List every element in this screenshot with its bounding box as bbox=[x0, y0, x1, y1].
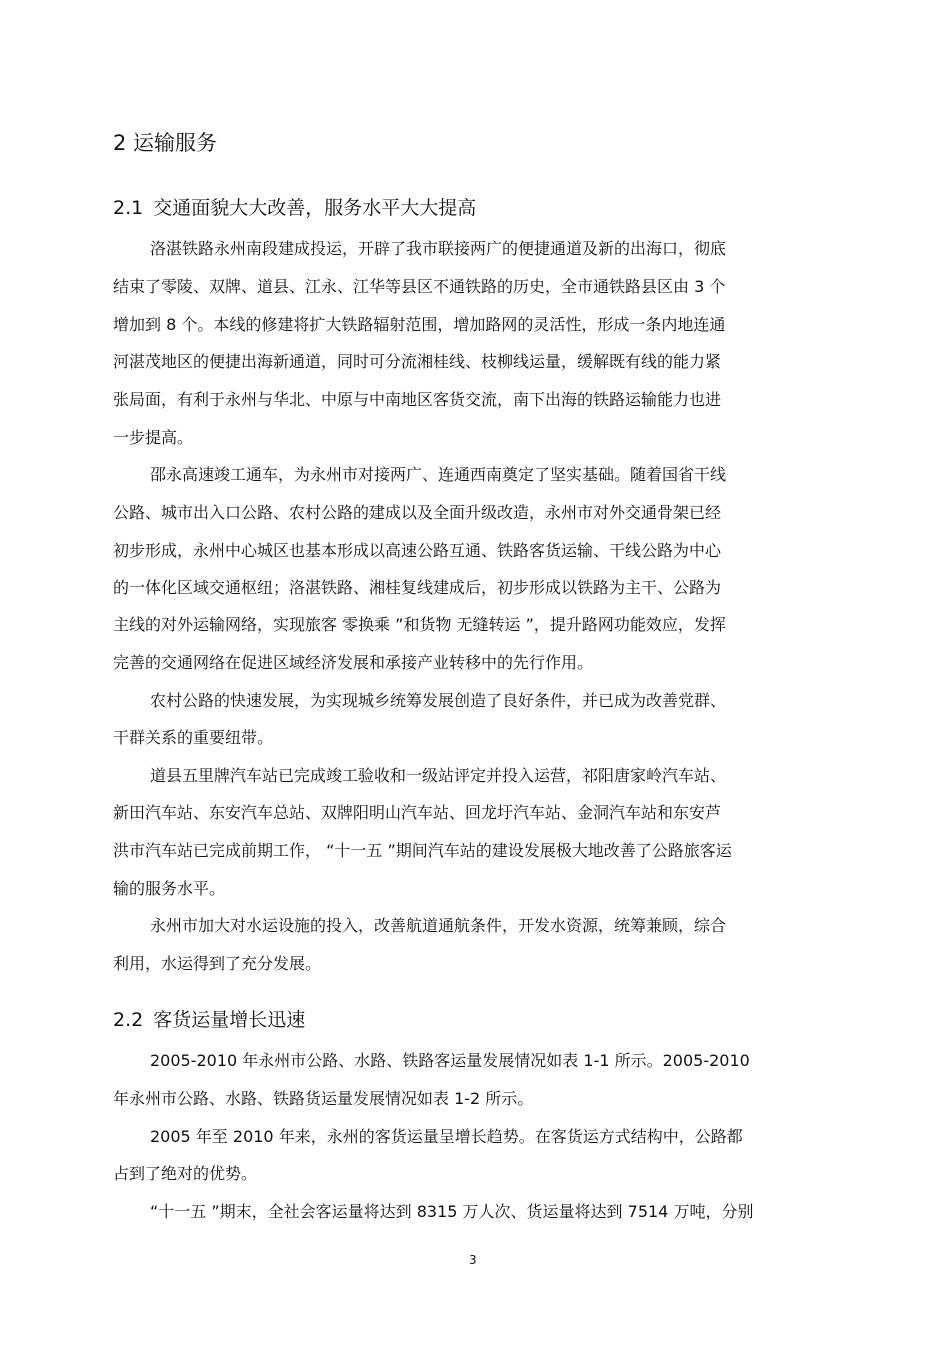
paragraph-line: 主线的对外运输网络，实现旅客 零换乘 ”和货物 无缝转运 ”，提升路网功能效应，发挥 bbox=[113, 615, 726, 634]
paragraph-line: 张局面，有利于永州与华北、中原与中南地区客货交流，南下出海的铁路运输能力也进 bbox=[113, 390, 722, 409]
paragraph-line: 的一体化区域交通枢纽；洛湛铁路、湘桂复线建成后，初步形成以铁路为主干、公路为 bbox=[113, 578, 722, 597]
paragraph-line: 利用，水运得到了充分发展。 bbox=[113, 954, 322, 973]
paragraph-line: 2005 年至 2010 年来，永州的客货运量呈增长趋势。在客货运方式结构中，公路都 bbox=[150, 1127, 743, 1146]
paragraph-line: 2005-2010 年永州市公路、水路、铁路客运量发展情况如表 1-1 所示。2005-2010 bbox=[150, 1051, 750, 1070]
paragraph-line: 占到了绝对的优势。 bbox=[113, 1164, 258, 1183]
page-number: 3 bbox=[469, 1253, 477, 1267]
paragraph-line: 年永州市公路、水路、铁路货运量发展情况如表 1-2 所示。 bbox=[113, 1089, 534, 1108]
section-number: 2.1 bbox=[113, 197, 144, 219]
paragraph-line: 结束了零陵、双牌、道县、江永、江华等县区不通铁路的历史，全市通铁路县区由 3 个 bbox=[113, 277, 726, 296]
paragraph-line: 一步提高。 bbox=[113, 428, 194, 447]
paragraph-line: 河湛茂地区的便捷出海新通道，同时可分流湘桂线、枝柳线运量，缓解既有线的能力紧 bbox=[113, 352, 722, 371]
paragraph-line: 洛湛铁路永州南段建成投运，开辟了我市联接两广的便捷通道及新的出海口，彻底 bbox=[150, 239, 727, 258]
paragraph-line: 输的服务水平。 bbox=[113, 879, 226, 898]
section-title: 交通面貌大大改善，服务水平大大提高 bbox=[153, 197, 477, 219]
paragraph-line: 公路、城市出入口公路、农村公路的建成以及全面升级改造，永州市对外交通骨架已经 bbox=[113, 503, 722, 522]
paragraph-line: 初步形成，永州中心城区也基本形成以高速公路互通、铁路客货运输、干线公路为中心 bbox=[113, 541, 722, 560]
paragraph-line: 道县五里牌汽车站已完成竣工验收和一级站评定并投入运营，祁阳唐家岭汽车站、 bbox=[150, 766, 727, 785]
section-heading-2-2 bbox=[113, 1006, 305, 1034]
paragraph-line: “十一五 ”期末，全社会客运量将达到 8315 万人次、货运量将达到 7514 万吨，分别 bbox=[150, 1202, 754, 1221]
paragraph-line: 农村公路的快速发展，为实现城乡统筹发展创造了良好条件，并已成为改善党群、 bbox=[150, 691, 727, 710]
paragraph-line: 增加到 8 个。本线的修建将扩大铁路辐射范围，增加路网的灵活性，形成一条内地连通 bbox=[113, 315, 726, 334]
paragraph-line: 永州市加大对水运设施的投入，改善航道通航条件，开发水资源，统筹兼顾，综合 bbox=[150, 916, 727, 935]
paragraph-line: 邵永高速竣工通车，为永州市对接两广、连通西南奠定了坚实基础。随着国省干线 bbox=[150, 465, 727, 484]
section-title: 客货运量增长迅速 bbox=[153, 1009, 306, 1031]
section-number: 2.2 bbox=[113, 1009, 144, 1031]
paragraph-line: 洪市汽车站已完成前期工作， “十一五 ”期间汽车站的建设发展极大地改善了公路旅客运 bbox=[113, 841, 732, 860]
paragraph-line: 完善的交通网络在促进区域经济发展和承接产业转移中的先行作用。 bbox=[113, 653, 594, 672]
paragraph-line: 干群关系的重要纽带。 bbox=[113, 728, 274, 747]
chapter-heading: 2 运输服务 bbox=[113, 131, 218, 155]
section-heading-2-1 bbox=[113, 194, 476, 222]
paragraph-line: 新田汽车站、东安汽车总站、双牌阳明山汽车站、回龙圩汽车站、金洞汽车站和东安芦 bbox=[113, 803, 722, 822]
